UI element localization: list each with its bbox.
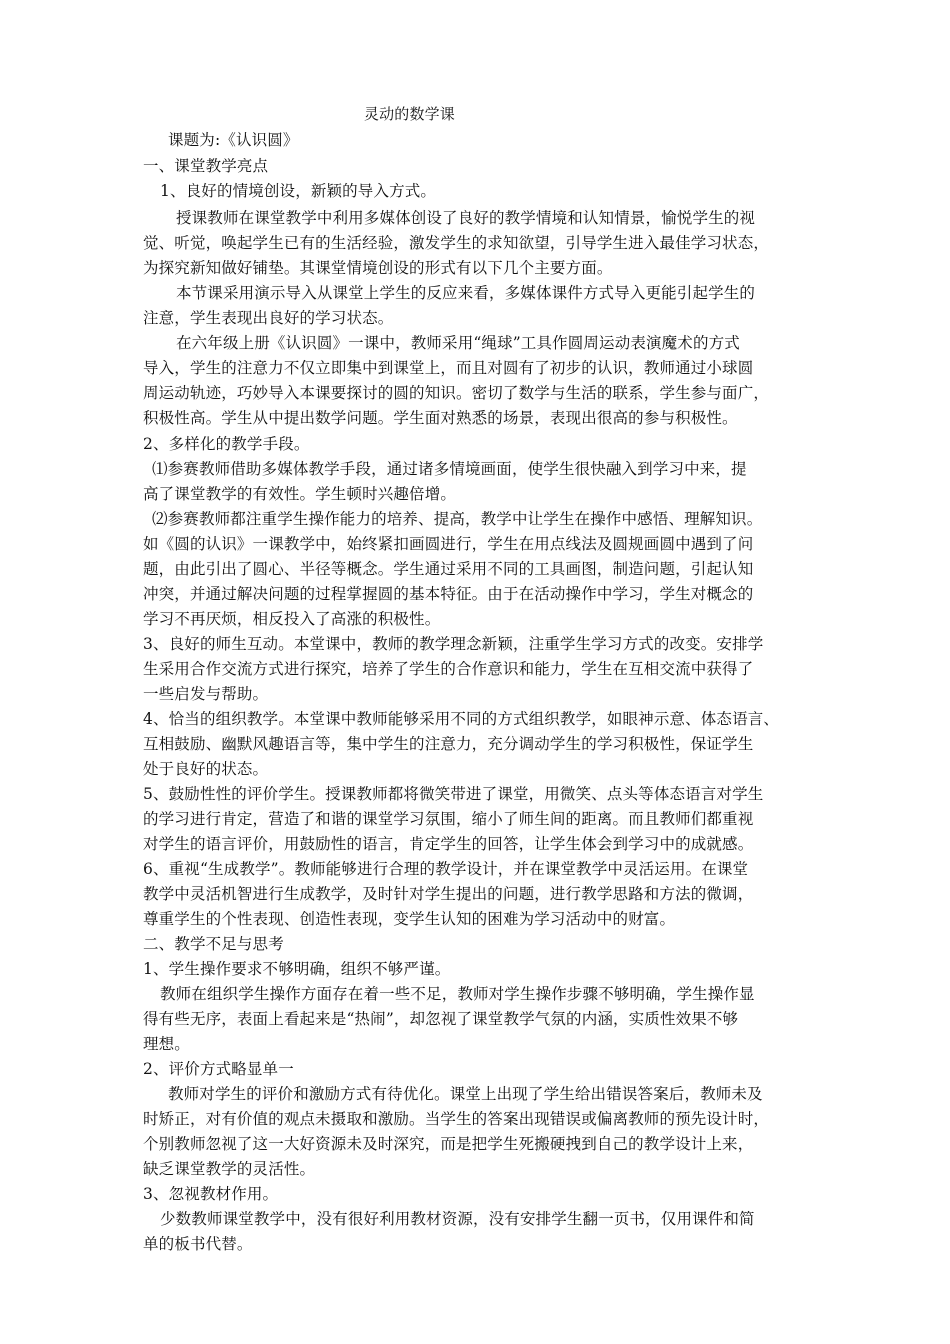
paragraph-line: 如《圆的认识》一课教学中，始终紧扣画圆进行，学生在用点线法及圆规画圆中遇到了问 bbox=[143, 535, 754, 553]
paragraph-line: 一些启发与帮助。 bbox=[143, 685, 269, 703]
paragraph-line: 教学中灵活机智进行生成教学，及时针对学生提出的问题，进行教学思路和方法的微调， bbox=[143, 885, 754, 903]
paragraph-line: 周运动轨迹，巧妙导入本课要探讨的圆的知识。密切了数学与生活的联系，学生参与面广， bbox=[143, 384, 770, 402]
paragraph-line: 为探究新知做好铺垫。其课堂情境创设的形式有以下几个主要方面。 bbox=[143, 259, 613, 277]
paragraph-line: 缺乏课堂教学的灵活性。 bbox=[143, 1160, 316, 1178]
paragraph-line: 学习不再厌烦，相反投入了高涨的积极性。 bbox=[143, 610, 441, 628]
paragraph-line: 6、重视“生成教学”。教师能够进行合理的教学设计，并在课堂教学中灵活运用。在课堂 bbox=[143, 860, 749, 878]
paragraph-line: 题，由此引出了圆心、半径等概念。学生通过采用不同的工具画图，制造问题，引起认知 bbox=[143, 560, 754, 578]
paragraph-line: 理想。 bbox=[143, 1035, 190, 1053]
subsection-heading: 1、良好的情境创设，新颖的导入方式。 bbox=[160, 182, 437, 200]
paragraph-line: 5、鼓励性性的评价学生。授课教师都将微笑带进了课堂，用微笑、点头等体态语言对学生 bbox=[143, 785, 764, 803]
paragraph-line: 单的板书代替。 bbox=[143, 1235, 253, 1253]
paragraph-line: 的学习进行肯定，营造了和谐的课堂学习氛围，缩小了师生间的距离。而且教师们都重视 bbox=[143, 810, 754, 828]
paragraph-line: 觉、听觉，唤起学生已有的生活经验，激发学生的求知欲望，引导学生进入最佳学习状态， bbox=[143, 234, 770, 252]
paragraph-line: 教师对学生的评价和激励方式有待优化。课堂上出现了学生给出错误答案后，教师未及 bbox=[168, 1085, 763, 1103]
lesson-topic: 课题为:《认识圆》 bbox=[168, 131, 299, 149]
paragraph-line: 注意，学生表现出良好的学习状态。 bbox=[143, 309, 394, 327]
document-title: 灵动的数学课 bbox=[364, 105, 455, 123]
subsection-heading: 3、忽视教材作用。 bbox=[143, 1185, 279, 1203]
paragraph-line: 处于良好的状态。 bbox=[143, 760, 269, 778]
paragraph-line: 对学生的语言评价，用鼓励性的语言，肯定学生的回答，让学生体会到学习中的成就感。 bbox=[143, 835, 754, 853]
paragraph-line: 3、良好的师生互动。本堂课中，教师的教学理念新颖，注重学生学习方式的改变。安排学 bbox=[143, 635, 764, 653]
paragraph-line: 本节课采用演示导入从课堂上学生的反应来看，多媒体课件方式导入更能引起学生的 bbox=[176, 284, 756, 302]
paragraph-line: 互相鼓励、幽默风趣语言等，集中学生的注意力，充分调动学生的学习积极性，保证学生 bbox=[143, 735, 754, 753]
paragraph-line: 个别教师忽视了这一大好资源未及时深究，而是把学生死搬硬拽到自己的教学设计上来， bbox=[143, 1135, 754, 1153]
subsection-heading: 2、评价方式略显单一 bbox=[143, 1060, 294, 1078]
paragraph-line: 尊重学生的个性表现、创造性表现，变学生认知的困难为学习活动中的财富。 bbox=[143, 910, 676, 928]
paragraph-line: 4、恰当的组织教学。本堂课中教师能够采用不同的方式组织教学，如眼神示意、体态语言、 bbox=[143, 710, 780, 728]
paragraph-line: ⑵参赛教师都注重学生操作能力的培养、提高，教学中让学生在操作中感悟、理解知识。 bbox=[152, 510, 763, 528]
paragraph-line: 时矫正，对有价值的观点未摄取和激励。当学生的答案出现错误或偏离教师的预先设计时， bbox=[143, 1110, 770, 1128]
paragraph-line: 得有些无序，表面上看起来是“热闹”，却忽视了课堂教学气氛的内涵，实质性效果不够 bbox=[143, 1010, 739, 1028]
paragraph-line: 授课教师在课堂教学中利用多媒体创设了良好的教学情境和认知情景，愉悦学生的视 bbox=[176, 209, 756, 227]
paragraph-line: ⑴参赛教师借助多媒体教学手段，通过诸多情境画面，使学生很快融入到学习中来，提 bbox=[152, 460, 747, 478]
paragraph-line: 积极性高。学生从中提出数学问题。学生面对熟悉的场景，表现出很高的参与积极性。 bbox=[143, 409, 738, 427]
paragraph-line: 高了课堂教学的有效性。学生顿时兴趣倍增。 bbox=[143, 485, 457, 503]
paragraph-line: 导入，学生的注意力不仅立即集中到课堂上，而且对圆有了初步的认识，教师通过小球圆 bbox=[143, 359, 754, 377]
paragraph-line: 生采用合作交流方式进行探究，培养了学生的合作意识和能力，学生在互相交流中获得了 bbox=[143, 660, 754, 678]
paragraph-line: 在六年级上册《认识圆》一课中，教师采用“绳球”工具作圆周运动表演魔术的方式 bbox=[176, 334, 740, 352]
section-heading: 一、课堂教学亮点 bbox=[143, 157, 269, 175]
subsection-heading: 1、学生操作要求不够明确，组织不够严谨。 bbox=[143, 960, 451, 978]
section-heading: 二、教学不足与思考 bbox=[143, 935, 284, 953]
paragraph-line: 冲突，并通过解决问题的过程掌握圆的基本特征。由于在活动操作中学习，学生对概念的 bbox=[143, 585, 754, 603]
paragraph-line: 少数教师课堂教学中，没有很好利用教材资源，没有安排学生翻一页书，仅用课件和简 bbox=[160, 1210, 755, 1228]
paragraph-line: 教师在组织学生操作方面存在着一些不足，教师对学生操作步骤不够明确，学生操作显 bbox=[160, 985, 755, 1003]
subsection-heading: 2、多样化的教学手段。 bbox=[143, 435, 310, 453]
